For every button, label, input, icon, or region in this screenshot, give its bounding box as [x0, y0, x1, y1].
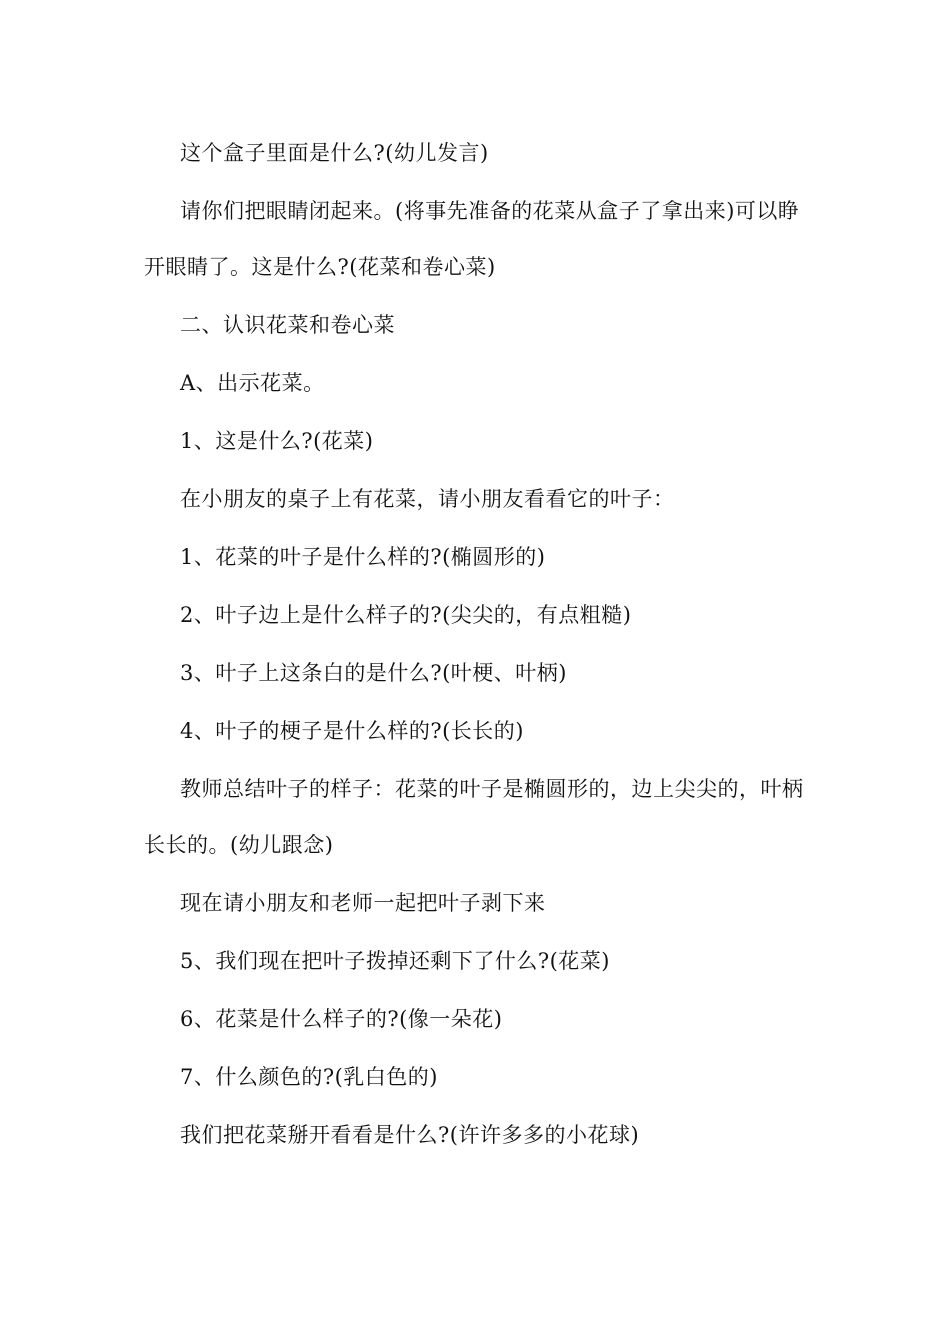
list-item-leaf-shape: 1、花菜的叶子是什么样的?(椭圆形的)	[180, 545, 546, 569]
paragraph-teacher-summary: 教师总结叶子的样子：花菜的叶子是椭圆形的，边上尖尖的，叶柄长长的。(幼儿跟念)	[144, 777, 804, 857]
paragraph-box-question: 这个盒子里面是什么?(幼儿发言)	[180, 141, 489, 165]
paragraph-peel-leaves: 现在请小朋友和老师一起把叶子剥下来	[180, 891, 546, 915]
paragraph-break-open: 我们把花菜掰开看看是什么?(许许多多的小花球)	[180, 1123, 640, 1147]
paragraph-close-eyes: 请你们把眼睛闭起来。(将事先准备的花菜从盒子了拿出来)可以睁开眼睛了。这是什么?(花菜和卷心菜)	[144, 199, 800, 279]
list-item-leaf-edge: 2、叶子边上是什么样子的?(尖尖的，有点粗糙)	[180, 603, 632, 627]
list-item-leaf-stem: 3、叶子上这条白的是什么?(叶梗、叶柄)	[180, 661, 568, 685]
section-heading-two: 二、认识花菜和卷心菜	[180, 313, 395, 337]
paragraph-look-leaves: 在小朋友的桌子上有花菜，请小朋友看看它的叶子：	[180, 487, 675, 511]
list-item-1: 1、这是什么?(花菜)	[180, 429, 374, 453]
document-body	[144, 125, 810, 1165]
list-item-6: 6、花菜是什么样子的?(像一朵花)	[180, 1007, 503, 1031]
subsection-heading-a: A、出示花菜。	[180, 371, 325, 395]
list-item-5: 5、我们现在把叶子拨掉还剩下了什么?(花菜)	[180, 949, 611, 973]
list-item-7: 7、什么颜色的?(乳白色的)	[180, 1065, 439, 1089]
list-item-stem-shape: 4、叶子的梗子是什么样的?(长长的)	[180, 719, 525, 743]
